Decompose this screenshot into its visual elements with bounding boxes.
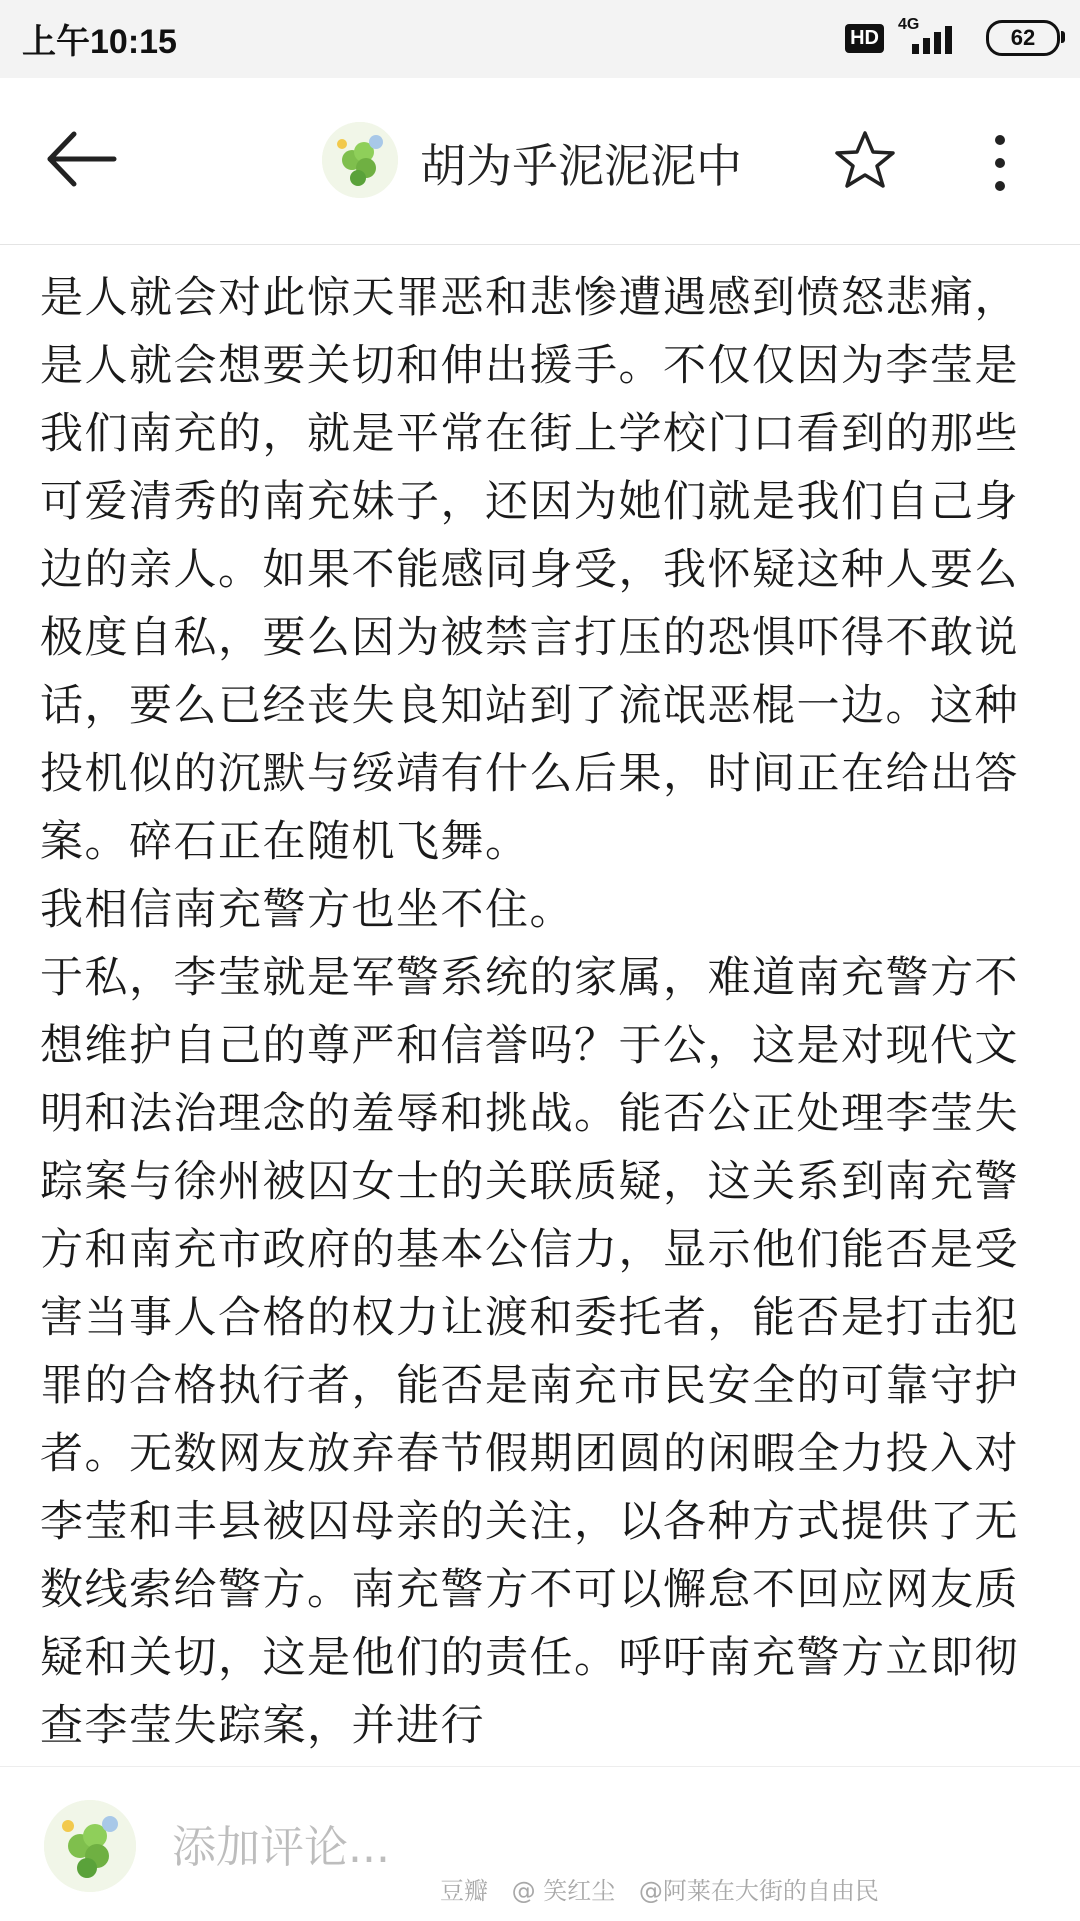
battery-level: 62 — [1010, 25, 1036, 50]
avatar[interactable] — [322, 122, 398, 198]
back-arrow-icon — [42, 124, 122, 194]
watermark-douban: 豆瓣 — [440, 1877, 488, 1905]
back-button[interactable] — [42, 124, 122, 194]
network-type: 4G — [898, 16, 920, 33]
clover-avatar-icon — [44, 1800, 136, 1892]
app-bar — [0, 78, 1080, 245]
paragraph-3: 于私，李莹就是军警系统的家属，难道南充警方不想维护自己的尊严和信誉吗？于公，这是对现代文明和法治理念的羞辱和挑战。能否公正处理李莹失踪案与徐州被囚女士的关联质疑，这关系到南充警方和南充市政府的基本公信力，显示他们能否是受害当事人合格的权力让渡和委托者，能否是打击犯罪的合格执行者，能否是南充市民安全的可靠守护者。无数网友放弃春节假期团圆的闲暇全力投入对李莹和丰县被囚母亲的关注，以各种方式提供了无数线索给警方。南充警方不可以懈怠不回应网友质疑和关切，这是他们的责任。呼吁南充警方立即彻查李莹失踪案，并进行 — [40, 953, 1019, 1751]
star-icon — [832, 128, 898, 194]
status-icons — [845, 18, 1060, 58]
battery-icon — [986, 20, 1060, 56]
paragraph-1: 是人就会对此惊天罪恶和悲惨遭遇感到愤怒悲痛，是人就会想要关切和伸出援手。不仅仅因为李莹是我们南充的，就是平常在街上学校门口看到的那些可爱清秀的南充妹子，还因为她们就是我们自己身边的亲人。如果不能感同身受，我怀疑这种人要么极度自私，要么因为被禁言打压的恐惧吓得不敢说话，要么已经丧失良知站到了流氓恶棍一边。这种投机似的沉默与绥靖有什么后果，时间正在给出答案。碎石正在随机飞舞。 — [40, 273, 1019, 867]
status-time: 上午10:15 — [22, 23, 177, 61]
watermark-user2: @阿莱在大街的自由民 — [638, 1877, 879, 1905]
comment-bar — [0, 1766, 1080, 1921]
post-content[interactable] — [0, 244, 1080, 1766]
more-button[interactable] — [980, 130, 1020, 196]
user-avatar[interactable] — [44, 1800, 136, 1892]
paragraph-2: 我相信南充警方也坐不住。 — [40, 885, 574, 935]
clover-avatar-icon — [322, 122, 398, 198]
favorite-button[interactable] — [832, 128, 898, 194]
status-bar — [0, 0, 1080, 78]
watermark — [440, 1871, 895, 1906]
more-vert-icon — [980, 130, 1020, 196]
watermark-user1: @ 笑红尘 — [511, 1877, 616, 1905]
signal-icon — [898, 16, 972, 56]
hd-icon: HD — [845, 24, 884, 53]
page-title: 胡为乎泥泥泥中 — [420, 139, 742, 193]
